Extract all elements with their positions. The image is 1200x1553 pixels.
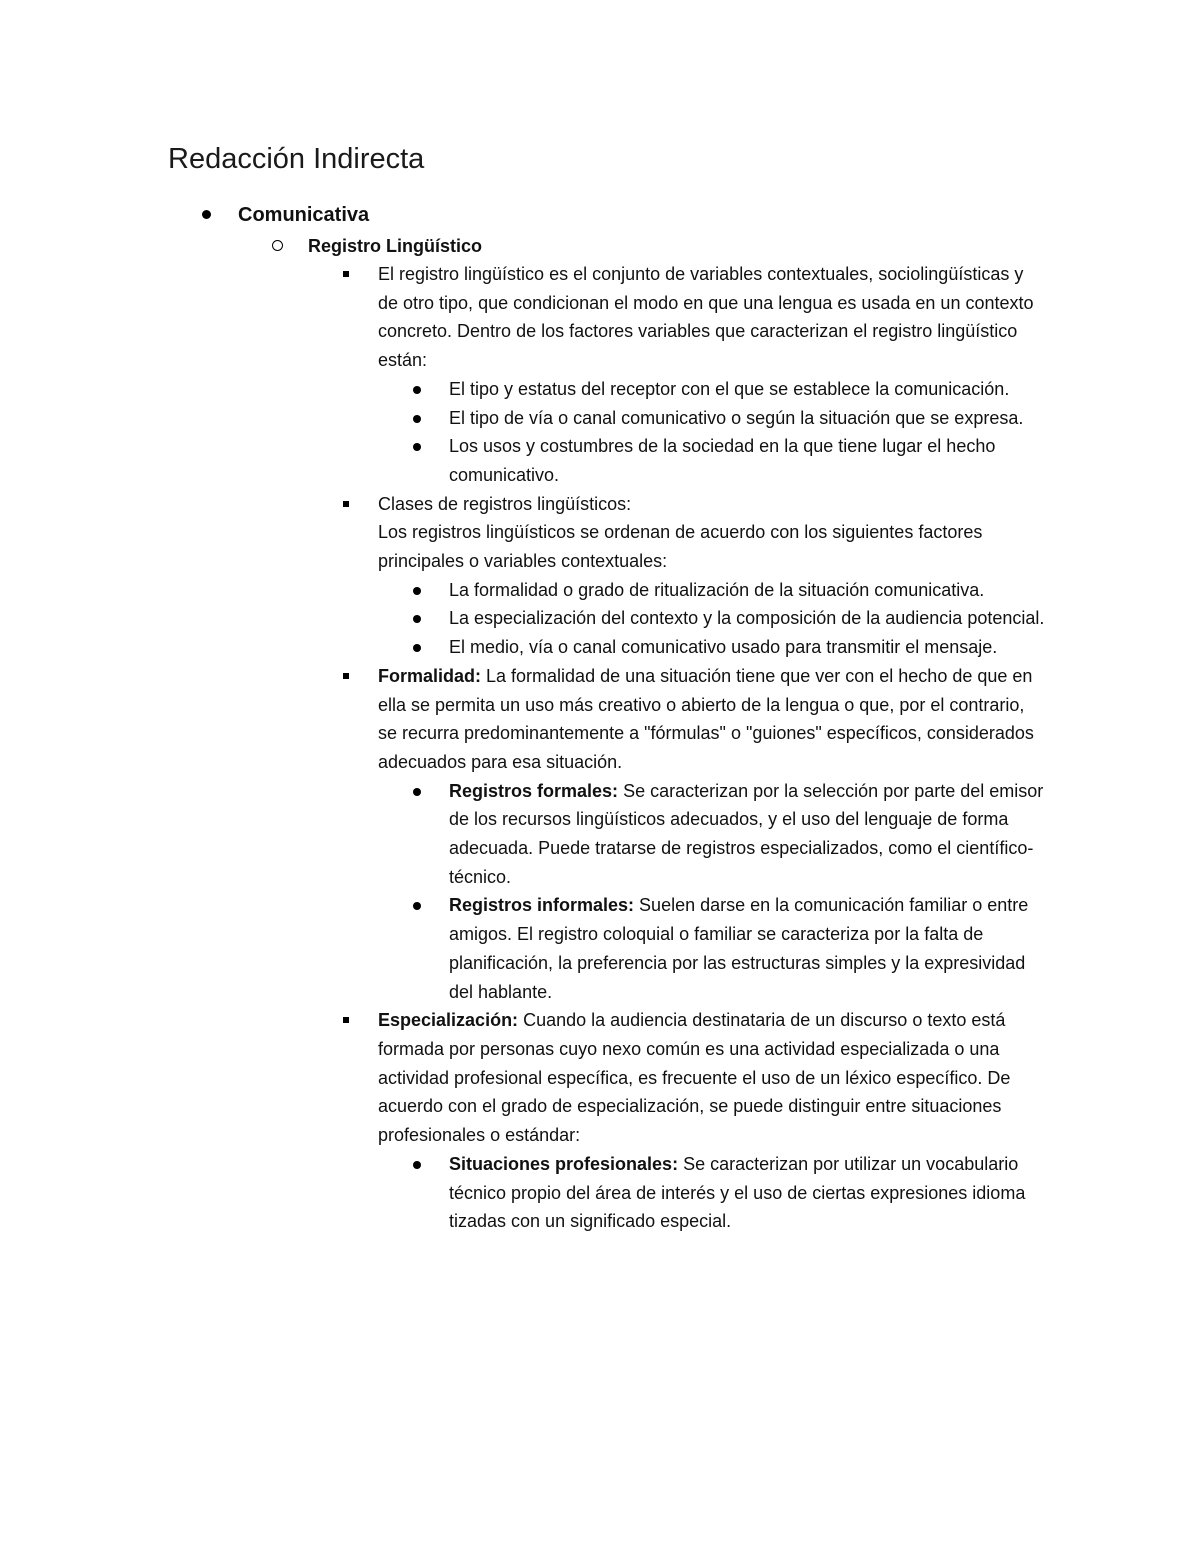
list-item-term: Registros informales: <box>449 895 635 916</box>
disc-bullet-icon <box>413 415 421 423</box>
section-clases-registros <box>378 490 1048 662</box>
section-text <box>378 1006 1048 1150</box>
list-item <box>449 633 1048 662</box>
list-item-text: Los usos y costumbres de la sociedad en la que tiene lugar el hecho comunicativo. <box>449 436 996 485</box>
list-item <box>449 777 1048 892</box>
bullet-list <box>378 1150 1048 1236</box>
list-item-text: El tipo de vía o canal comunicativo o según la situación que se expresa. <box>449 407 1024 428</box>
list-item <box>449 891 1048 1006</box>
section-text <box>378 662 1048 777</box>
disc-bullet-icon <box>202 210 211 219</box>
list-item <box>449 404 1048 433</box>
list-item-description: Se caracterizan por utilizar un vocabulario técnico propio del área de interés y el uso de ciertas expresiones idioma tizadas con un significado especial. <box>449 1153 1026 1232</box>
level2-label: Registro Lingüístico <box>308 236 483 256</box>
square-bullet-icon <box>343 501 349 507</box>
bullet-list <box>378 375 1048 490</box>
section-heading: Clases de registros lingüísticos: <box>378 493 632 514</box>
list-item-text: El tipo y estatus del receptor con el que se establece la comunicación. <box>449 378 1010 399</box>
level1-label: Comunicativa <box>238 204 370 226</box>
list-item-text: El medio, vía o canal comunicativo usado para transmitir el mensaje. <box>449 637 998 658</box>
list-item <box>449 375 1048 404</box>
disc-bullet-icon <box>413 644 421 652</box>
bullet-list <box>378 576 1048 662</box>
square-bullet-icon <box>343 1017 349 1023</box>
square-bullet-icon <box>343 271 349 277</box>
disc-bullet-icon <box>413 902 421 910</box>
list-item-text <box>449 777 1048 892</box>
list-item-text <box>449 1150 1048 1236</box>
list-item-term: Registros formales: <box>449 780 619 801</box>
section-especializacion <box>378 1006 1048 1236</box>
list-item-text: La especialización del contexto y la composición de la audiencia potencial. <box>449 608 1045 629</box>
bullet-list <box>378 777 1048 1007</box>
section-registro-definicion <box>378 260 1048 490</box>
list-item <box>449 604 1048 633</box>
disc-bullet-icon <box>413 443 421 451</box>
list-item-description: Se caracterizan por la selección por parte del emisor de los recursos lingüísticos adecuados, y el uso del lenguaje de forma adecuada. Puede tratarse de registros especializados, como el científico-técnico. <box>449 780 1044 887</box>
section-text: Los registros lingüísticos se ordenan de acuerdo con los siguientes factores principales o variables contextuales: <box>378 522 983 572</box>
list-item-text <box>449 891 1048 1006</box>
section-term: Formalidad: <box>378 665 482 686</box>
list-item <box>449 1150 1048 1236</box>
square-bullet-icon <box>343 673 349 679</box>
page-title: Redacción Indirecta <box>168 143 425 175</box>
section-formalidad <box>378 662 1048 1006</box>
section-text: El registro lingüístico es el conjunto de variables contextuales, sociolingüísticas y de otro tipo, que condicionan el modo en que una lengua es usada en un contexto concreto. Dentro de los factores variables que caracterizan el registro lingüístico están: <box>378 264 1034 371</box>
list-item-description: Suelen darse en la comunicación familiar o entre amigos. El registro coloquial o familiar se caracteriza por la falta de planificación, la preferencia por las estructuras simples y la expresividad del hablante. <box>449 895 1029 1002</box>
content-body <box>378 260 1048 1236</box>
section-description: Cuando la audiencia destinataria de un discurso o texto está formada por personas cuyo nexo común es una actividad especializada o una actividad profesional específica, es frecuente el uso de un léxico específico. De acuerdo con el grado de especialización, se puede distinguir entre situaciones profesionales o estándar: <box>378 1010 1011 1146</box>
disc-bullet-icon <box>413 386 421 394</box>
disc-bullet-icon <box>413 1161 421 1169</box>
disc-bullet-icon <box>413 788 421 796</box>
circle-bullet-icon <box>272 240 283 251</box>
list-item-term: Situaciones profesionales: <box>449 1153 679 1174</box>
section-description: La formalidad de una situación tiene que ver con el hecho de que en ella se permita un uso más creativo o abierto de la lengua o que, por el contrario, se recurra predominantemente a "fórmulas" o "guiones" específicos, considerados adecuados para esa situación. <box>378 665 1034 772</box>
disc-bullet-icon <box>413 615 421 623</box>
list-item <box>449 576 1048 605</box>
list-item <box>449 432 1048 489</box>
disc-bullet-icon <box>413 587 421 595</box>
list-item-text: La formalidad o grado de ritualización de la situación comunicativa. <box>449 579 985 600</box>
section-term: Especialización: <box>378 1010 519 1031</box>
